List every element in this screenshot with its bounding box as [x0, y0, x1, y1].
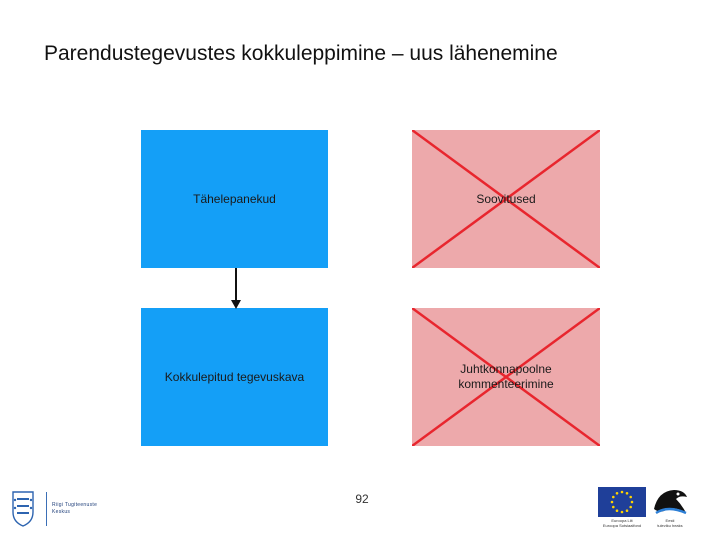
rtk-logo-text: Riigi Tugiteenuste Keskus [52, 502, 98, 515]
box-soovitused [412, 130, 600, 268]
box-juhtkonnapoolne-kommenteerimine [412, 308, 600, 446]
rtk-logo [10, 490, 120, 530]
eu-logo-caption: Euroopa Liit Euroopa Sotsiaalfond [602, 518, 642, 528]
estonian-coat-of-arms-icon [10, 490, 36, 528]
box-tahelepanekud [141, 130, 328, 268]
flow-arrow [226, 268, 246, 310]
box-label: Kokkulepitud tegevuskava [164, 369, 305, 384]
eesti-logo [650, 487, 690, 527]
eesti-logo-caption: Eesti tuleviku heaks [657, 518, 683, 528]
logo-divider [46, 492, 47, 526]
box-label: Soovitused [476, 191, 536, 206]
box-label: Juhtkonnapoolne kommenteerimine [458, 362, 554, 391]
eesti-tuleviku-heaks-icon [650, 487, 690, 517]
eu-logo [598, 487, 646, 527]
slide-title: Parendustegevustes kokkuleppimine – uus lähenemine [44, 42, 558, 65]
page-number: 92 [355, 492, 369, 506]
box-label: Tähelepanekud [193, 191, 276, 206]
eu-flag-icon [598, 487, 646, 517]
box-kokkulepitud-tegevuskava [141, 308, 328, 446]
